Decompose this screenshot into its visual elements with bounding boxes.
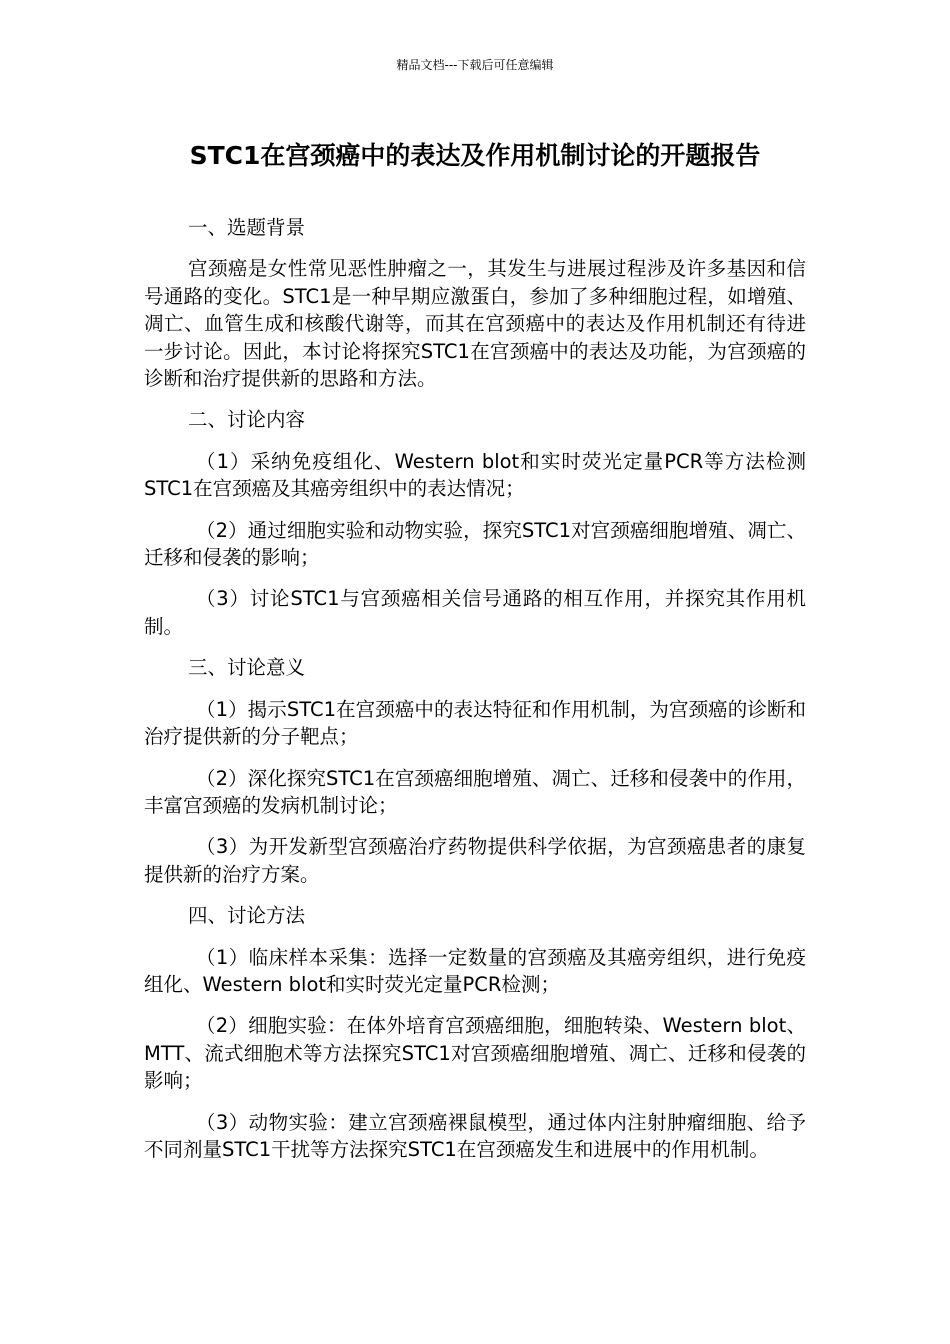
header-note: 精品文档---下载后可任意编辑 xyxy=(396,58,554,72)
section-heading-significance: 三、讨论意义 xyxy=(188,656,306,680)
content-item: （3）讨论STC1与宫颈癌相关信号通路的相互作用，并探究其作用机制。 xyxy=(144,587,806,638)
methods-item: （3）动物实验：建立宫颈癌裸鼠模型，通过体内注射肿瘤细胞、给予不同剂量STC1干扰等方法探究STC1在宫颈癌发生和进展中的作用机制。 xyxy=(144,1110,806,1161)
content-item: （2）通过细胞实验和动物实验，探究STC1对宫颈癌细胞增殖、凋亡、迁移和侵袭的影响； xyxy=(144,518,806,570)
document-body xyxy=(144,214,806,1177)
content-item: （1）采纳免疫组化、Western blot和实时荧光定量PCR等方法检测STC1在宫颈癌及其癌旁组织中的表达情况； xyxy=(144,449,806,501)
section-heading-content: 二、讨论内容 xyxy=(188,408,306,432)
significance-item: （2）深化探究STC1在宫颈癌细胞增殖、凋亡、迁移和侵袭中的作用，丰富宫颈癌的发病机制讨论； xyxy=(144,766,806,817)
significance-item: （1）揭示STC1在宫颈癌中的表达特征和作用机制，为宫颈癌的诊断和治疗提供新的分子靶点； xyxy=(144,697,806,749)
methods-item: （2）细胞实验：在体外培育宫颈癌细胞，细胞转染、Western blot、MTT、流式细胞术等方法探究STC1对宫颈癌细胞增殖、凋亡、迁移和侵袭的影响； xyxy=(144,1014,806,1093)
significance-item: （3）为开发新型宫颈癌治疗药物提供科学依据，为宫颈癌患者的康复提供新的治疗方案。 xyxy=(144,835,806,886)
section-heading-background: 一、选题背景 xyxy=(188,216,306,239)
section-heading-methods: 四、讨论方法 xyxy=(188,904,306,928)
document-title: STC1在宫颈癌中的表达及作用机制讨论的开题报告 xyxy=(189,141,761,170)
background-paragraph: 宫颈癌是女性常见恶性肿瘤之一，其发生与进展过程涉及许多基因和信号通路的变化。STC1是一种早期应激蛋白，参加了多种细胞过程，如增殖、凋亡、血管生成和核酸代谢等，而其在宫颈癌中的表达及作用机制还有待进一步讨论。因此，本讨论将探究STC1在宫颈癌中的表达及功能，为宫颈癌的诊断和治疗提供新的思路和方法。 xyxy=(144,257,806,391)
methods-item: （1）临床样本采集：选择一定数量的宫颈癌及其癌旁组织，进行免疫组化、Western blot和实时荧光定量PCR检测； xyxy=(144,945,806,996)
